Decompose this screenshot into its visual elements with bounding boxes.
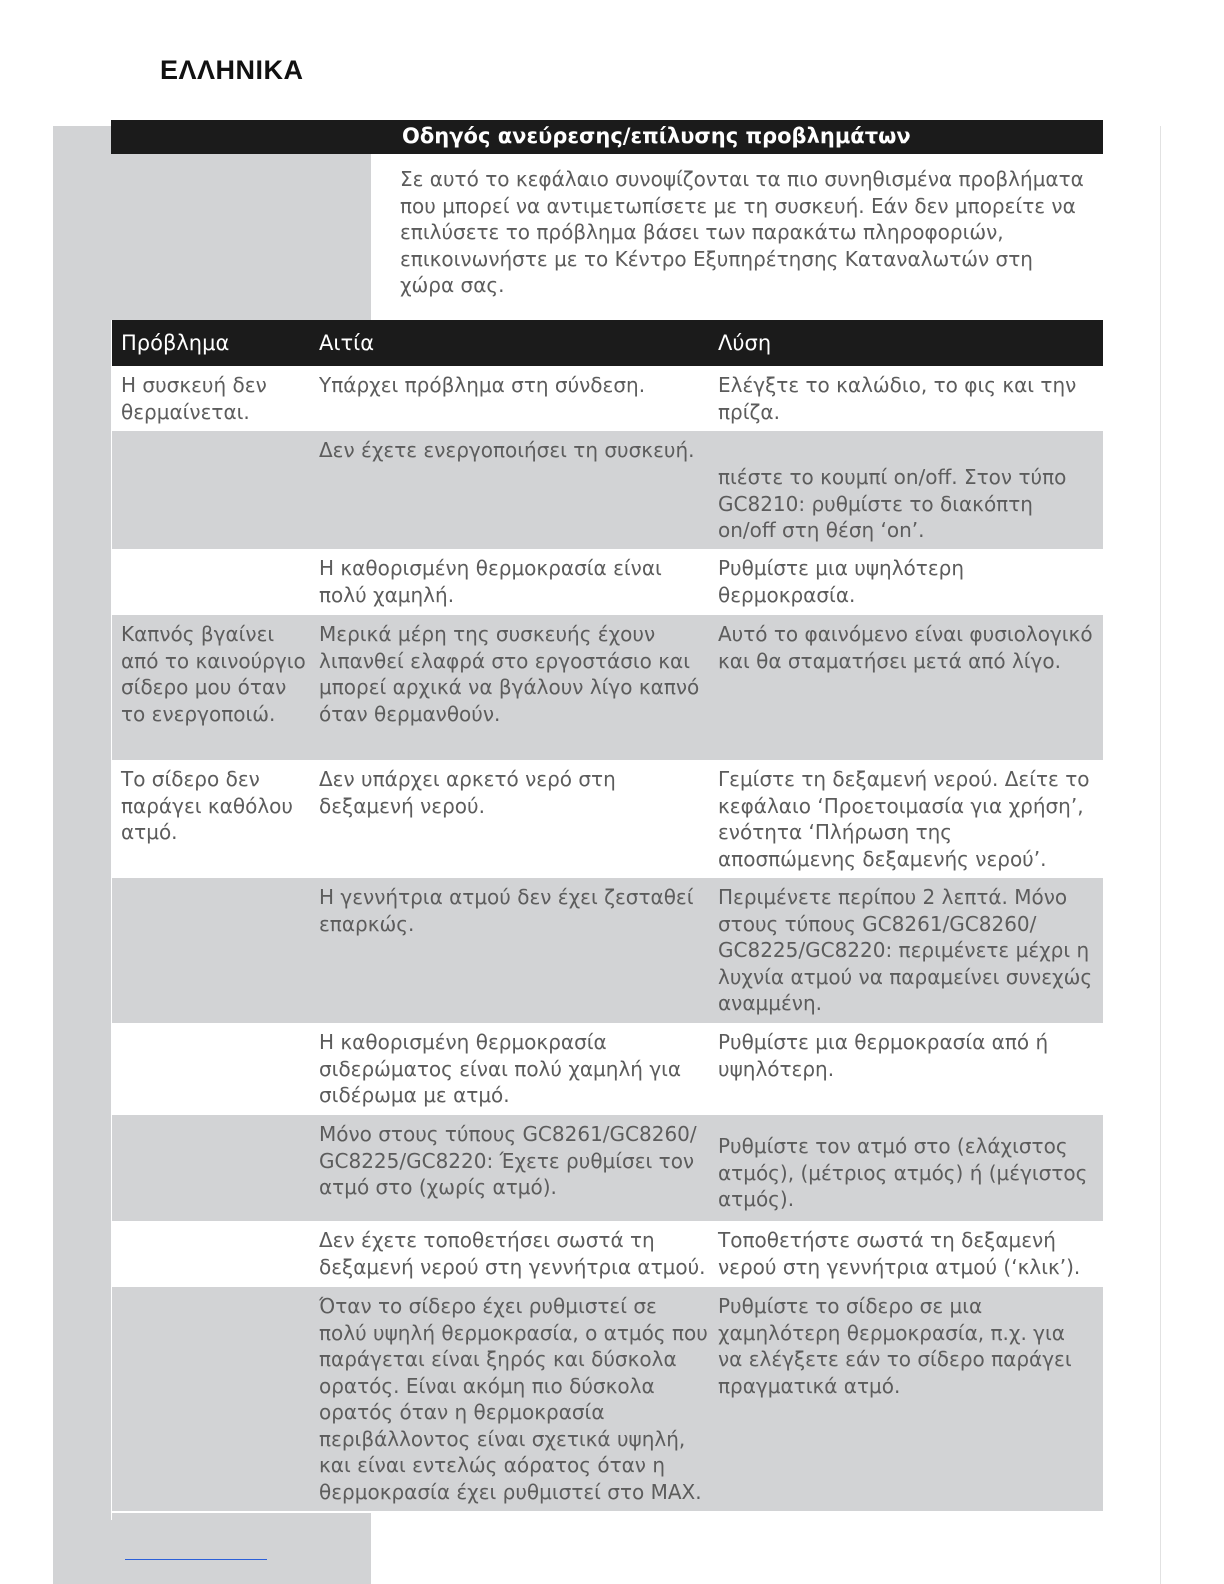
cell-solution: Ρυθμίστε μια θερμοκρασία από ή υψηλότερη. <box>718 1030 1049 1081</box>
table-header-row <box>111 320 1103 366</box>
table-row <box>111 878 1103 1023</box>
cell-cause: Όταν το σίδερο έχει ρυθμιστεί σε πολύ υψηλή θερμοκρασία, ο ατμός που παράγεται είναι ξηρός και δύσκολα ορατός. Είναι ακόμη πιο δύσκολα ορατός όταν η θερμοκρασία περιβάλλοντος είναι σχετικά υψηλή, και είναι εντελώς αόρατος όταν η θερμοκρασία έχει ρυθμιστεί στο MAX. <box>319 1294 708 1504</box>
cell-cause: Δεν έχετε τοποθετήσει σωστά τη δεξαμενή νερού στη γεννήτρια ατμού. <box>319 1228 706 1279</box>
table-row <box>111 366 1103 431</box>
cell-problem <box>111 1023 309 1115</box>
cell-problem <box>111 1115 309 1221</box>
cell-solution: Ρυθμίστε τον ατμό στο (ελάχιστος ατμός), (μέτριος ατμός) ή (μέγιστος ατμός). <box>718 1134 1088 1211</box>
header-solution: Λύση <box>718 331 772 355</box>
cell-problem <box>111 549 309 615</box>
table-row <box>111 1221 1103 1287</box>
page-margin-strip <box>53 126 111 1584</box>
table-row <box>111 549 1103 615</box>
language-header: ΕΛΛΗΝΙΚΑ <box>160 55 304 85</box>
cell-problem: Το σίδερο δεν παράγει καθόλου ατμό. <box>121 767 293 844</box>
cell-solution: Ελέγξτε το καλώδιο, το φις και την πρίζα. <box>718 373 1077 424</box>
troubleshooting-table <box>111 320 1103 1511</box>
cell-problem <box>111 1221 309 1287</box>
page-right-rule <box>1160 126 1161 1584</box>
cell-cause: Δεν έχετε ενεργοποιήσει τη συσκευή. <box>319 438 695 462</box>
cell-solution: Ρυθμίστε μια υψηλότερη θερμοκρασία. <box>718 556 965 607</box>
header-problem: Πρόβλημα <box>121 331 230 355</box>
footer-link-underline <box>125 1559 267 1560</box>
cell-cause: Υπάρχει πρόβλημα στη σύνδεση. <box>319 373 646 397</box>
section-intro: Σε αυτό το κεφάλαιο συνοψίζονται τα πιο συνηθισμένα προβλήματα που μπορεί να αντιμετωπίσετε με τη συσκευή. Εάν δεν μπορείτε να επιλύσετε το πρόβλημα βάσει των παρακάτω πληροφοριών, επικοινωνήστε με το Κέντρο Εξυπηρέτησης Καταναλωτών στη χώρα σας. <box>400 167 1084 297</box>
table-row <box>111 1287 1103 1511</box>
cell-problem: Η συσκευή δεν θερμαίνεται. <box>121 373 267 424</box>
table-row <box>111 1023 1103 1115</box>
table-row <box>111 431 1103 549</box>
cell-solution: Τοποθετήστε σωστά τη δεξαμενή νερού στη γεννήτρια ατμού (‘κλικ’). <box>718 1228 1081 1279</box>
intro-side-panel <box>111 154 371 320</box>
table-row <box>111 615 1103 760</box>
footer-side-panel <box>111 1513 371 1584</box>
cell-solution: Περιμένετε περίπου 2 λεπτά. Μόνο στους τύπους GC8261/GC8260/ GC8225/GC8220: περιμένετε μέχρι η λυχνία ατμού να παραμείνει συνεχώς αναμμένη. <box>718 885 1093 1015</box>
cell-problem <box>111 431 309 549</box>
header-cause: Αιτία <box>319 331 375 355</box>
cell-problem <box>111 1287 309 1511</box>
table-row <box>111 1115 1103 1221</box>
cell-solution: Γεμίστε τη δεξαμενή νερού. Δείτε το κεφάλαιο ‘Προετοιμασία για χρήση’, ενότητα ‘Πλήρωση της αποσπώμενης δεξαμενής νερού’. <box>718 767 1090 871</box>
cell-solution: Αυτό το φαινόμενο είναι φυσιολογικό και θα σταματήσει μετά από λίγο. <box>718 622 1093 673</box>
cell-cause: Μερικά μέρη της συσκευής έχουν λιπανθεί ελαφρά στο εργοστάσιο και μπορεί αρχικά να βγάλουν λίγο καπνό όταν θερμανθούν. <box>319 622 700 726</box>
cell-cause: Μόνο στους τύπους GC8261/GC8260/ GC8225/GC8220: Έχετε ρυθμίσει τον ατμό στο (χωρίς ατμό). <box>319 1122 697 1199</box>
cell-solution: πιέστε το κουμπί on/off. Στον τύπο GC8210: ρυθμίστε το διακόπτη on/off στη θέση ‘on’. <box>718 465 1067 542</box>
table-left-rule <box>111 320 112 1520</box>
cell-solution: Ρυθμίστε το σίδερο σε μια χαμηλότερη θερμοκρασία, π.χ. για να ελέγξετε εάν το σίδερο παράγει πραγματικά ατμό. <box>718 1294 1072 1398</box>
cell-cause: Δεν υπάρχει αρκετό νερό στη δεξαμενή νερού. <box>319 767 616 818</box>
cell-cause: Η καθορισμένη θερμοκρασία σιδερώματος είναι πολύ χαμηλή για σιδέρωμα με ατμό. <box>319 1030 682 1107</box>
cell-cause: Η καθορισμένη θερμοκρασία είναι πολύ χαμηλή. <box>319 556 662 607</box>
cell-cause: Η γεννήτρια ατμού δεν έχει ζεσταθεί επαρκώς. <box>319 885 694 936</box>
section-title: Οδηγός ανεύρεσης/επίλυσης προβλημάτων <box>402 124 911 148</box>
cell-problem <box>111 878 309 1023</box>
cell-problem: Καπνός βγαίνει από το καινούργιο σίδερο μου όταν το ενεργοποιώ. <box>121 622 306 726</box>
table-row <box>111 760 1103 878</box>
